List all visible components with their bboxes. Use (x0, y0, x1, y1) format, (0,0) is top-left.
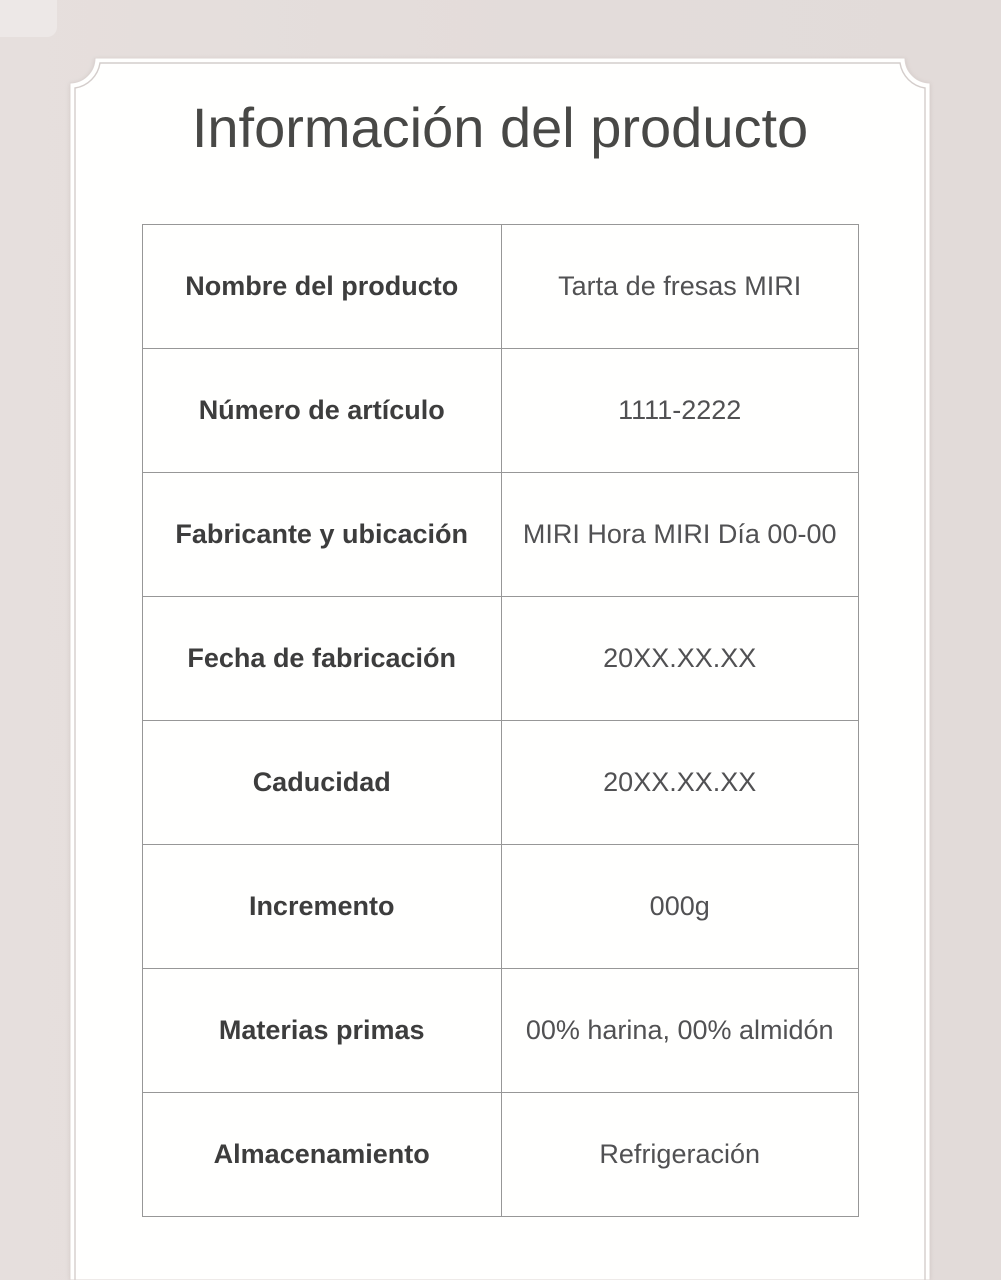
row-value: 000g (501, 845, 858, 969)
row-value: 20XX.XX.XX (501, 597, 858, 721)
row-value: Tarta de fresas MIRI (501, 225, 858, 349)
table-row (142, 473, 858, 597)
row-label: Caducidad (142, 721, 501, 845)
row-label: Nombre del producto (142, 225, 501, 349)
table-row (142, 845, 858, 969)
row-value: 00% harina, 00% almidón (501, 969, 858, 1093)
row-value: MIRI Hora MIRI Día 00-00 (501, 473, 858, 597)
table-row (142, 721, 858, 845)
page-title: Información del producto (191, 96, 809, 159)
corner-light-artifact (0, 0, 57, 37)
table-row (142, 225, 858, 349)
row-value: 1111-2222 (501, 349, 858, 473)
table-row (142, 597, 858, 721)
table-row (142, 969, 858, 1093)
product-card (70, 58, 930, 1280)
row-value: 20XX.XX.XX (501, 721, 858, 845)
row-label: Fecha de fabricación (142, 597, 501, 721)
table-row (142, 349, 858, 473)
table-row (142, 1093, 858, 1217)
row-value: Refrigeración (501, 1093, 858, 1217)
row-label: Fabricante y ubicación (142, 473, 501, 597)
product-info-table (142, 224, 859, 1217)
row-label: Almacenamiento (142, 1093, 501, 1217)
row-label: Materias primas (142, 969, 501, 1093)
row-label: Número de artículo (142, 349, 501, 473)
row-label: Incremento (142, 845, 501, 969)
